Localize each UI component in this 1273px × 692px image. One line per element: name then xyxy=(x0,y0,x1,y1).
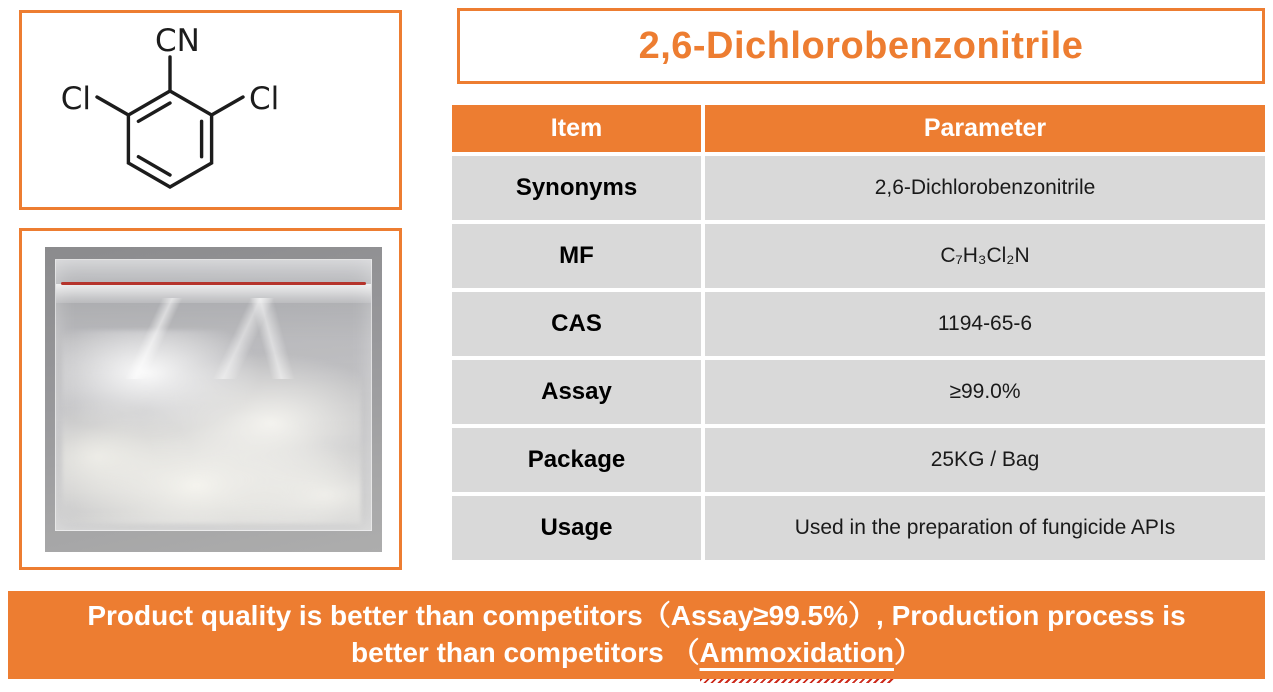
header-parameter: Parameter xyxy=(705,105,1265,152)
item-cell: CAS xyxy=(452,292,701,356)
header-item: Item xyxy=(452,105,701,152)
value-cell: 1194-65-6 xyxy=(705,292,1265,356)
chlorine-left-label: Cl xyxy=(60,81,91,117)
item-cell: Assay xyxy=(452,360,701,424)
product-photo-box xyxy=(19,228,402,570)
value-cell: Used in the preparation of fungicide APIs xyxy=(705,496,1265,560)
benzene-ring-diagram xyxy=(22,13,399,207)
table-row-usage xyxy=(452,496,1265,560)
banner-line1: Product quality is better than competitors（Assay≥99.5%）, Production process is xyxy=(87,600,1186,632)
value-cell: ≥99.0% xyxy=(705,360,1265,424)
page-title: 2,6-Dichlorobenzonitrile xyxy=(638,24,1084,67)
spec-table-header xyxy=(452,105,1265,152)
value-cell: 2,6-Dichlorobenzonitrile xyxy=(705,156,1265,220)
zip-seal-line xyxy=(61,282,366,285)
item-cell: Synonyms xyxy=(452,156,701,220)
structure-diagram-box xyxy=(19,10,402,210)
powder-bag-photo xyxy=(45,247,382,552)
banner-line2: better than competitors （Ammoxidation） xyxy=(351,635,922,672)
spec-table xyxy=(452,105,1265,560)
item-cell: Usage xyxy=(452,496,701,560)
table-row-synonyms xyxy=(452,156,1265,220)
table-row-assay xyxy=(452,360,1265,424)
nitrile-label: CN xyxy=(155,23,200,59)
title-box xyxy=(457,8,1265,84)
table-row-package xyxy=(452,428,1265,492)
table-row-mf xyxy=(452,224,1265,288)
ammoxidation-underlined: Ammoxidation xyxy=(700,635,894,672)
value-cell: C₇H₃Cl₂N xyxy=(705,224,1265,288)
plastic-sheen xyxy=(56,298,371,379)
value-cell: 25KG / Bag xyxy=(705,428,1265,492)
table-row-cas xyxy=(452,292,1265,356)
chlorine-right-label: Cl xyxy=(249,81,280,117)
promo-banner xyxy=(8,591,1265,679)
item-cell: Package xyxy=(452,428,701,492)
ziplock-bag xyxy=(55,259,372,530)
item-cell: MF xyxy=(452,224,701,288)
